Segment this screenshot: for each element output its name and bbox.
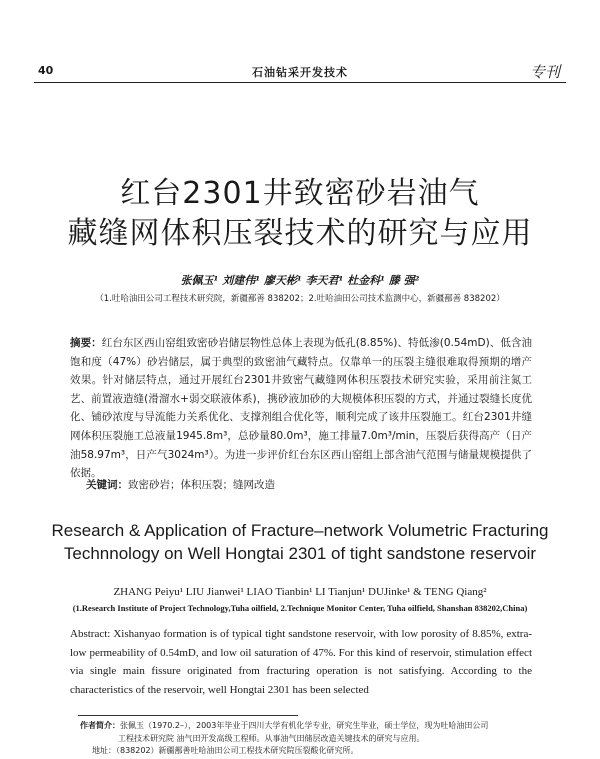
english-title-line-2: Technnology on Well Hongtai 2301 of tight sandstone reservoir: [63, 544, 537, 563]
english-abstract-label: Abstract:: [70, 628, 111, 640]
footnote-author-text: 张佩玉（1970.2–），2003年毕业于四川大学有机化学专业，研究生毕业，硕士学位，现为吐哈油田公司: [120, 721, 489, 730]
english-affiliations: (1.Research Institute of Project Technology,Tuha oilfield, 2.Technique Monitor Center, Tuha oilfield, Shanshan 838202,China): [72, 603, 528, 613]
footnote-line-3: [80, 745, 550, 758]
english-authors: ZHANG Peiyu¹ LIU Jianwei¹ LIAO Tianbin¹ LI Tianjun¹ DUJinke¹ & TENG Qiang²: [113, 586, 487, 598]
chinese-title-line-1: 红台2301井致密砂岩油气: [120, 176, 480, 211]
english-abstract: [70, 625, 532, 699]
section-tag: 专刊: [529, 63, 560, 81]
english-title-line-1: Research & Application of Fracture–network Volumetric Fracturing: [51, 521, 549, 540]
chinese-authors: 张佩玉¹ 刘建伟¹ 廖天彬¹ 李天君¹ 杜金科¹ 滕 强²: [180, 274, 420, 287]
chinese-affiliations: （1.吐哈油田公司工程技术研究院，新疆鄯善 838202；2.吐哈油田公司技术监测中心，新疆鄯善 838202）: [95, 294, 505, 304]
chinese-keywords: [86, 477, 275, 492]
footnote-address-text: （838202）新疆鄯善吐哈油田公司工程技术研究院压裂酸化研究所。: [116, 746, 359, 755]
chinese-keywords-text: 致密砂岩；体积压裂；缝网改造: [128, 479, 275, 491]
chinese-abstract-text: 红台东区西山窑组致密砂岩储层物性总体上表现为低孔(8.85%)、特低渗(0.54mD)、低含油饱和度（47%）砂岩储层，属于典型的致密油气藏特点。仅靠单一的压裂主缝很难取得预期的增产效果。针对储层特点，通过开展红台2301井致密气藏缝网体积压裂技术研究实验，采用前注氮工艺、前置液造缝(滑溜水+弱交联液体系)，携砂液加砂的大规模体积压裂的方式，并通过裂缝长度优化、铺砂浓度与导流能力关系优化、支撑剂组合优化等，顺利完成了该井压裂施工。红台2301井缝网体积压裂施工总液量1945.8m³，总砂量80.0m³，施工排量7.0m³/min，压裂后获得高产（日产油58.97m³，日产气3024m³）。为进一步评价红台东区西山窑组上部含油气范围与储量规模提供了依据。: [70, 337, 533, 480]
chinese-keywords-label: 关键词：: [86, 479, 128, 491]
footnote-author-label: 作者简介：: [80, 721, 120, 730]
footnote-divider: [78, 715, 298, 716]
running-header: [34, 60, 566, 83]
footnote-line-2: 工程技术研究院 油气田开发高级工程师。从事油气田储层改造关键技术的研究与应用。: [118, 733, 425, 743]
chinese-title-line-2: 藏缝网体积压裂技术的研究与应用: [67, 216, 533, 251]
journal-name: 石油钻采开发技术: [252, 66, 348, 79]
chinese-abstract: [70, 334, 532, 483]
english-abstract-text: Xishanyao formation is of typical tight sandstone reservoir, with low porosity of 8.85%, extra-low permeability of 0.54mD, and low oil saturation of 47%. For this kind of reservoir, stimulation effect via single main fissure originated from fracturing operation is not satisfying. According to the characteristics of the reservoir, well Hongtai 2301 has been selected: [70, 628, 532, 696]
page-number: 40: [38, 64, 54, 77]
footnote-line-1: [80, 720, 550, 733]
footnote-address-label: 地址：: [92, 746, 116, 755]
chinese-abstract-label: 摘要：: [70, 337, 102, 349]
author-footnote: [80, 720, 550, 758]
